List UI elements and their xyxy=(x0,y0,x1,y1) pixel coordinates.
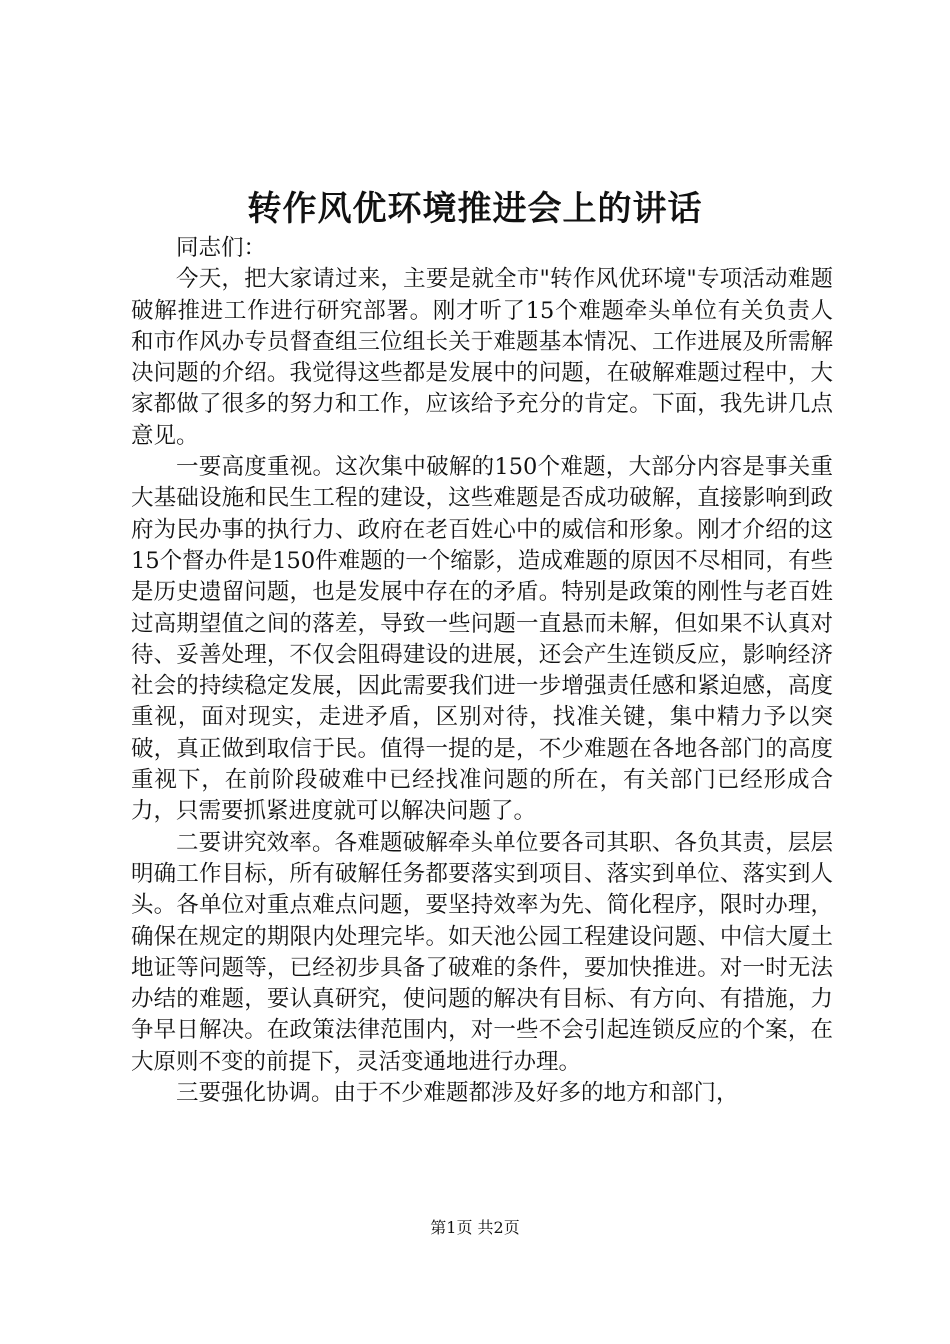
point-two-paragraph: 二要讲究效率。各难题破解牵头单位要各司其职、各负其责，层层明确工作目标，所有破解任务都要落实到项目、落实到单位、落实到人头。各单位对重点难点问题，要坚持效率为先、简化程序，限时办理，确保在规定的期限内处理完毕。如天池公园工程建设问题、中信大厦土地证等问题等，已经初步具备了破难的条件，要加快推进。对一时无法办结的难题，要认真研究，使问题的解决有目标、有方向、有措施，力争早日解决。在政策法律范围内，对一些不会引起连锁反应的个案，在大原则不变的前提下，灵活变通地进行办理。 xyxy=(131,829,833,1075)
intro-paragraph: 今天，把大家请过来，主要是就全市"转作风优环境"专项活动难题破解推进工作进行研究部署。刚才听了15个难题牵头单位有关负责人和市作风办专员督查组三位组长关于难题基本情况、工作进展及所需解决问题的介绍。我觉得这些都是发展中的问题，在破解难题过程中，大家都做了很多的努力和工作，应该给予充分的肯定。下面，我先讲几点意见。 xyxy=(131,266,833,449)
salutation-paragraph: 同志们： xyxy=(176,235,267,261)
point-three-paragraph: 三要强化协调。由于不少难题都涉及好多的地方和部门， xyxy=(176,1080,739,1107)
document-title: 转作风优环境推进会上的讲话 xyxy=(247,189,703,229)
page-number-footer: 第1页 共2页 xyxy=(430,1218,520,1237)
point-one-paragraph: 一要高度重视。这次集中破解的150个难题，大部分内容是事关重大基础设施和民生工程的建设，这些难题是否成功破解，直接影响到政府为民办事的执行力、政府在老百姓心中的威信和形象。刚才介绍的这15个督办件是150件难题的一个缩影，造成难题的原因不尽相同，有些是历史遗留问题，也是发展中存在的矛盾。特别是政策的刚性与老百姓过高期望值之间的落差，导致一些问题一直悬而未解，但如果不认真对待、妥善处理，不仅会阻碍建设的进展，还会产生连锁反应，影响经济社会的持续稳定发展，因此需要我们进一步增强责任感和紧迫感，高度重视，面对现实，走进矛盾，区别对待，找准关键，集中精力予以突破，真正做到取信于民。值得一提的是，不少难题在各地各部门的高度重视下，在前阶段破难中已经找准问题的所在，有关部门已经形成合力，只需要抓紧进度就可以解决问题了。 xyxy=(131,454,833,825)
document-body xyxy=(131,233,833,1109)
